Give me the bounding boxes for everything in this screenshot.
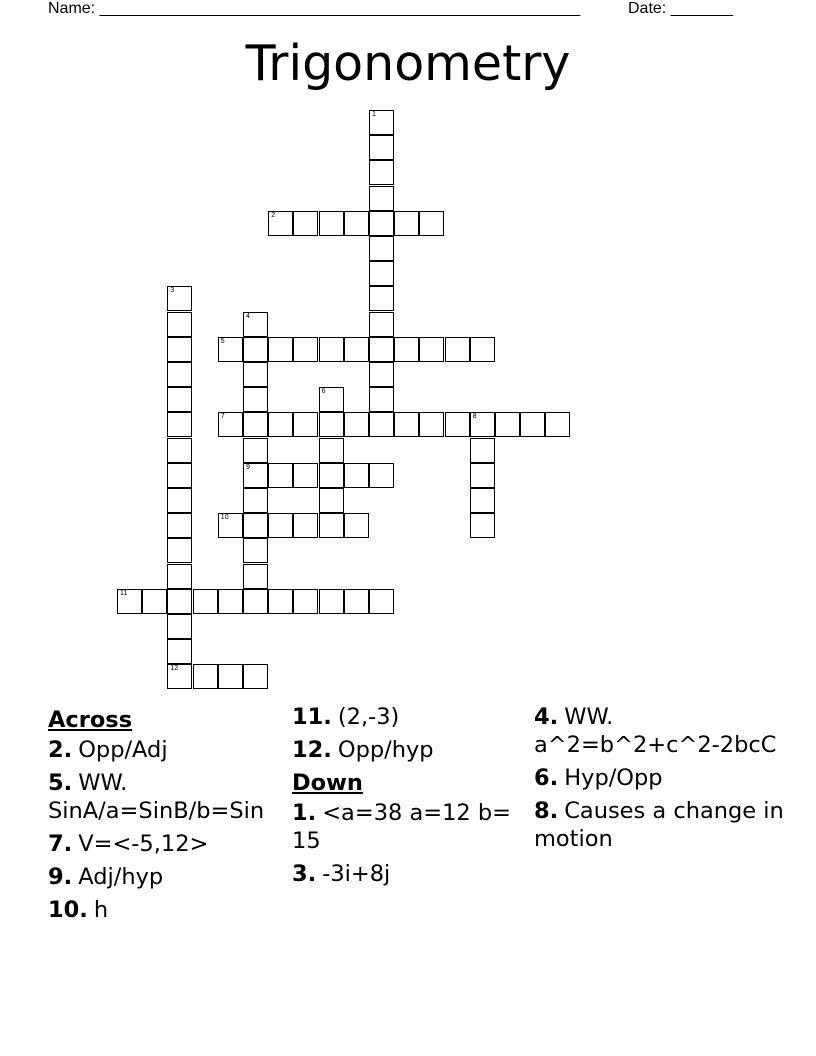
grid-cell[interactable] — [243, 337, 268, 362]
cell-number: 1 — [372, 111, 376, 118]
grid-cell[interactable] — [218, 664, 243, 689]
grid-cell[interactable] — [218, 513, 243, 538]
clue-number: 11. — [292, 704, 332, 730]
grid-cell[interactable] — [344, 337, 369, 362]
grid-cell[interactable] — [293, 412, 318, 437]
grid-cell[interactable] — [495, 412, 520, 437]
grid-cell[interactable] — [369, 186, 394, 211]
grid-cell[interactable] — [520, 412, 545, 437]
grid-cell[interactable] — [243, 412, 268, 437]
grid-cell[interactable] — [369, 110, 394, 135]
clue-text: Opp/hyp — [337, 737, 434, 763]
clue-text: Causes a change in motion — [534, 798, 784, 852]
clues-column-3 — [534, 703, 804, 858]
grid-cell[interactable] — [394, 412, 419, 437]
grid-cell[interactable] — [470, 438, 495, 463]
clue-down-1 — [292, 799, 532, 855]
clue-text: Hyp/Opp — [564, 765, 663, 791]
clue-down-6 — [534, 764, 804, 792]
clue-number: 10. — [48, 897, 88, 923]
grid-cell[interactable] — [394, 337, 419, 362]
clue-number: 1. — [292, 800, 317, 826]
clue-number: 7. — [48, 831, 73, 857]
clue-number: 2. — [48, 737, 73, 763]
grid-cell[interactable] — [470, 463, 495, 488]
grid-cell[interactable] — [167, 463, 192, 488]
clue-text: (2,-3) — [337, 704, 400, 730]
grid-cell[interactable] — [167, 538, 192, 563]
grid-cell[interactable] — [419, 211, 444, 236]
grid-cell[interactable] — [293, 211, 318, 236]
grid-cell[interactable] — [344, 211, 369, 236]
grid-cell[interactable] — [167, 589, 192, 614]
grid-cell[interactable] — [167, 664, 192, 689]
cell-number: 5 — [220, 337, 225, 345]
clue-down-4 — [534, 703, 804, 759]
grid-cell[interactable] — [243, 564, 268, 589]
grid-cell[interactable] — [243, 538, 268, 563]
grid-cell[interactable] — [167, 387, 192, 412]
grid-cell[interactable] — [344, 463, 369, 488]
clues-column-1 — [48, 703, 288, 929]
clue-across-5 — [48, 769, 288, 825]
grid-cell[interactable] — [319, 211, 344, 236]
grid-cell[interactable] — [243, 513, 268, 538]
grid-cell[interactable] — [243, 438, 268, 463]
clue-number: 12. — [292, 737, 332, 763]
date-field[interactable]: Date: _______ — [628, 0, 733, 17]
grid-cell[interactable] — [344, 513, 369, 538]
clue-across-11 — [292, 703, 532, 731]
grid-cell[interactable] — [268, 463, 293, 488]
grid-cell[interactable] — [243, 312, 268, 337]
clue-number: 4. — [534, 704, 559, 730]
clue-across-2 — [48, 736, 288, 764]
grid-cell[interactable] — [293, 337, 318, 362]
grid-cell[interactable] — [344, 412, 369, 437]
cell-number: 9 — [246, 463, 250, 471]
name-field[interactable]: Name: ______________________________________________________ — [48, 0, 581, 17]
grid-cell[interactable] — [293, 589, 318, 614]
clue-number: 8. — [534, 798, 559, 824]
grid-cell[interactable] — [167, 312, 192, 337]
cell-number: 4 — [246, 312, 250, 320]
grid-cell[interactable] — [193, 664, 218, 689]
grid-cell[interactable] — [243, 589, 268, 614]
grid-cell[interactable] — [167, 412, 192, 437]
clue-text: Adj/hyp — [78, 864, 164, 890]
grid-cell[interactable] — [268, 211, 293, 236]
grid-cell[interactable] — [369, 312, 394, 337]
grid-cell[interactable] — [470, 412, 495, 437]
grid-cell[interactable] — [117, 589, 142, 614]
clue-down-3 — [292, 860, 532, 888]
grid-cell[interactable] — [319, 438, 344, 463]
grid-cell[interactable] — [369, 337, 394, 362]
grid-cell[interactable] — [167, 488, 192, 513]
grid-cell[interactable] — [243, 387, 268, 412]
grid-cell[interactable] — [319, 463, 344, 488]
grid-cell[interactable] — [369, 463, 394, 488]
clue-down-8 — [534, 797, 804, 853]
clue-across-7 — [48, 830, 288, 858]
grid-cell[interactable] — [470, 488, 495, 513]
cell-number: 2 — [271, 211, 276, 219]
grid-cell[interactable] — [319, 513, 344, 538]
grid-cell[interactable] — [167, 438, 192, 463]
cell-number: 12 — [170, 665, 179, 673]
grid-cell[interactable] — [319, 337, 344, 362]
clue-number: 3. — [292, 861, 317, 887]
grid-cell[interactable] — [419, 337, 444, 362]
grid-cell[interactable] — [319, 589, 344, 614]
clue-text: WW. a^2=b^2+c^2-2bcC — [534, 704, 777, 758]
grid-cell[interactable] — [268, 337, 293, 362]
cell-number: 6 — [321, 388, 326, 396]
grid-cell[interactable] — [218, 337, 243, 362]
grid-cell[interactable] — [369, 362, 394, 387]
grid-cell[interactable] — [470, 337, 495, 362]
grid-cell[interactable] — [243, 463, 268, 488]
clue-number: 6. — [534, 765, 559, 791]
grid-cell[interactable] — [167, 639, 192, 664]
cell-number: 10 — [220, 514, 229, 522]
clues-column-2 — [292, 703, 532, 893]
grid-cell[interactable] — [445, 337, 470, 362]
grid-cell[interactable] — [394, 211, 419, 236]
grid-cell[interactable] — [293, 513, 318, 538]
grid-cell[interactable] — [369, 135, 394, 160]
grid-cell[interactable] — [142, 589, 167, 614]
grid-cell[interactable] — [167, 614, 192, 639]
across-heading: Across — [48, 707, 133, 733]
grid-cell[interactable] — [470, 513, 495, 538]
grid-cell[interactable] — [369, 236, 394, 261]
grid-cell[interactable] — [369, 261, 394, 286]
grid-cell[interactable] — [344, 589, 369, 614]
grid-cell[interactable] — [369, 160, 394, 185]
grid-cell[interactable] — [319, 412, 344, 437]
clue-text: -3i+8j — [322, 861, 391, 887]
grid-cell[interactable] — [268, 589, 293, 614]
cell-number: 3 — [170, 287, 175, 295]
grid-cell[interactable] — [445, 412, 470, 437]
grid-cell[interactable] — [369, 387, 394, 412]
grid-cell[interactable] — [419, 412, 444, 437]
clue-text: <a=38 a=12 b= 15 — [292, 800, 512, 854]
grid-cell[interactable] — [545, 412, 570, 437]
cell-number: 7 — [220, 413, 225, 421]
grid-cell[interactable] — [268, 412, 293, 437]
grid-cell[interactable] — [369, 211, 394, 236]
grid-cell[interactable] — [369, 286, 394, 311]
grid-cell[interactable] — [369, 589, 394, 614]
grid-cell[interactable] — [319, 387, 344, 412]
grid-cell[interactable] — [218, 589, 243, 614]
clue-across-12 — [292, 736, 532, 764]
grid-cell[interactable] — [243, 488, 268, 513]
clue-number: 9. — [48, 864, 73, 890]
clue-text: Opp/Adj — [78, 737, 168, 763]
page-title: Trigonometry — [245, 35, 571, 92]
cell-number: 11 — [120, 589, 128, 597]
grid-cell[interactable] — [193, 589, 218, 614]
clue-number: 5. — [48, 770, 73, 796]
grid-cell[interactable] — [167, 564, 192, 589]
grid-cell[interactable] — [167, 337, 192, 362]
grid-cell[interactable] — [369, 412, 394, 437]
grid-cell[interactable] — [243, 362, 268, 387]
grid-cell[interactable] — [268, 513, 293, 538]
grid-cell[interactable] — [218, 412, 243, 437]
grid-cell[interactable] — [243, 664, 268, 689]
clue-text: h — [93, 897, 109, 923]
clue-across-9 — [48, 863, 288, 891]
clue-text: V=<-5,12> — [78, 831, 209, 857]
clue-text: WW. SinA/a=SinB/b=Sin — [48, 770, 265, 824]
grid-cell[interactable] — [167, 362, 192, 387]
clue-across-10 — [48, 896, 288, 924]
grid-cell[interactable] — [293, 463, 318, 488]
grid-cell[interactable] — [167, 513, 192, 538]
down-heading: Down — [292, 770, 363, 796]
cell-number: 8 — [472, 413, 477, 421]
grid-cell[interactable] — [167, 286, 192, 311]
grid-cell[interactable] — [319, 488, 344, 513]
